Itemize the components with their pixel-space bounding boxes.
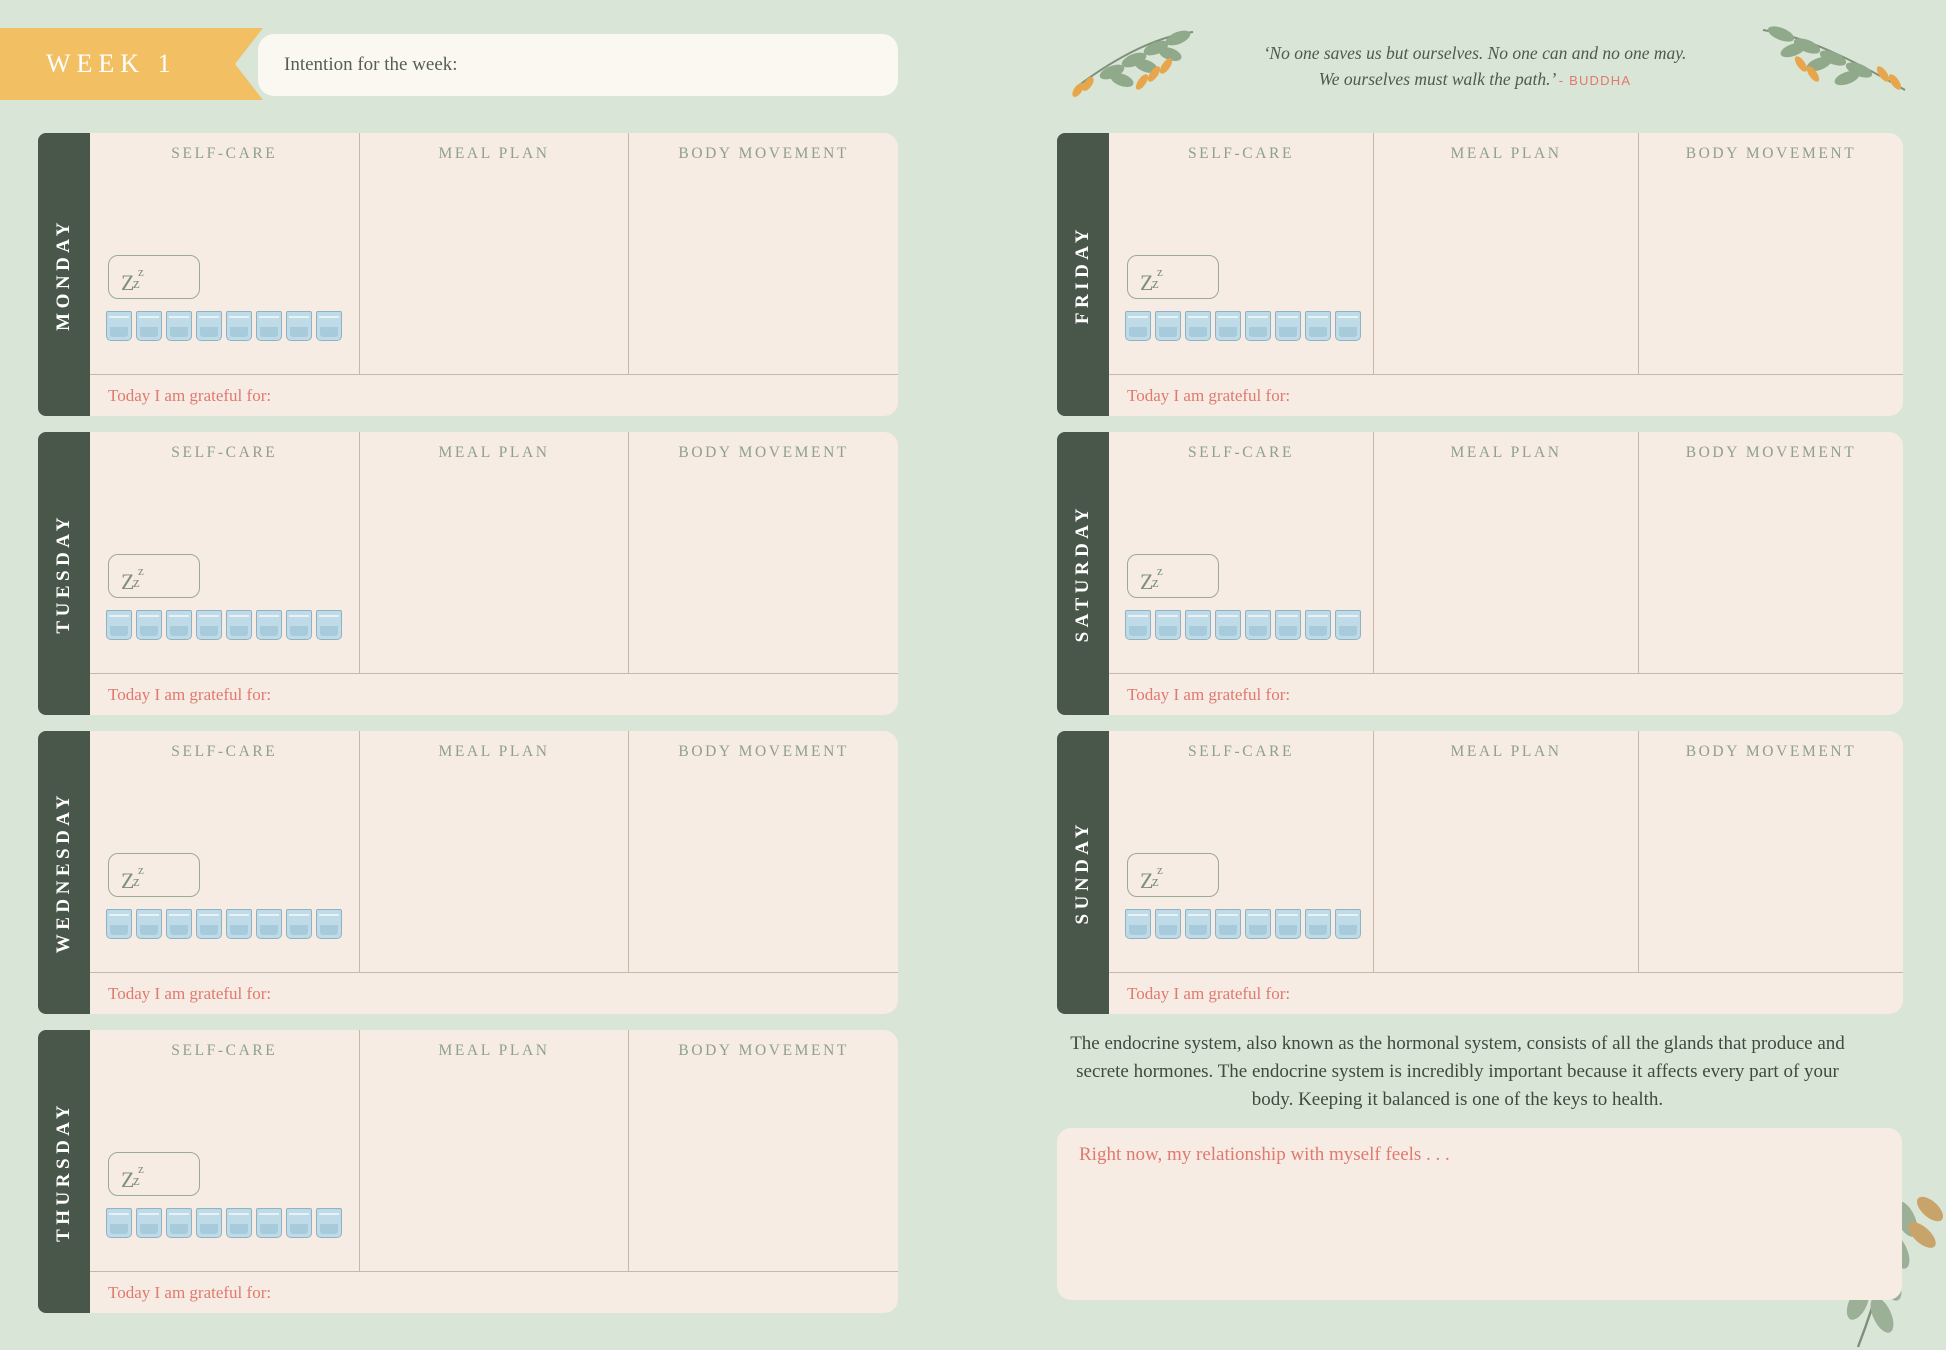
water-glass-icon[interactable] [106,610,132,640]
water-glass-icon[interactable] [316,1208,342,1238]
gratitude-field[interactable] [1109,374,1903,416]
day-card-wednesday [38,731,898,1014]
gratitude-field[interactable] [90,1271,898,1313]
gratitude-label: Today I am grateful for: [108,1282,272,1302]
meal-plan-column[interactable] [1373,432,1638,673]
water-glass-icon[interactable] [1215,909,1241,939]
intention-field[interactable] [258,34,898,96]
water-glass-icon[interactable] [1125,311,1151,341]
column-title-meal-plan: MEAL PLAN [438,444,550,461]
day-card-tuesday [38,432,898,715]
water-glass-icon[interactable] [106,1208,132,1238]
water-glass-icon[interactable] [226,610,252,640]
self-care-column[interactable] [1109,432,1373,673]
water-glass-icon[interactable] [136,311,162,341]
day-label: TUESDAY [53,513,74,634]
water-glass-icon[interactable] [316,610,342,640]
water-glass-icon[interactable] [196,610,222,640]
gratitude-label: Today I am grateful for: [1127,983,1291,1003]
day-body [1109,133,1903,416]
water-glass-icon[interactable] [1275,909,1301,939]
water-glass-icon[interactable] [316,909,342,939]
water-glass-icon[interactable] [1275,610,1301,640]
water-glass-icon[interactable] [1305,311,1331,341]
water-tracker[interactable] [106,311,342,341]
self-care-column[interactable] [90,432,359,673]
column-title-self-care: SELF-CARE [1187,743,1295,760]
gratitude-label: Today I am grateful for: [108,684,272,704]
reflection-prompt: Right now, my relationship with myself feels . . . [1079,1144,1450,1165]
column-title-body-movement: BODY MOVEMENT [678,743,849,760]
water-glass-icon[interactable] [256,1208,282,1238]
water-glass-icon[interactable] [136,1208,162,1238]
info-paragraph: The endocrine system, also known as the hormonal system, consists of all the glands that produce and secrete hormones. The endocrine system is incredibly important because it affects every part of your body. Keeping it balanced is one of the keys to health. [1070,1033,1845,1111]
water-glass-icon[interactable] [316,311,342,341]
water-tracker[interactable] [106,1208,342,1238]
day-tab [38,432,90,715]
water-glass-icon[interactable] [1335,311,1361,341]
leaf-decoration-left-icon [1058,22,1198,100]
meal-plan-column[interactable] [359,133,629,374]
water-glass-icon[interactable] [196,311,222,341]
column-title-body-movement: BODY MOVEMENT [678,1042,849,1059]
week-label: WEEK 1 [46,49,177,78]
sleep-tracker[interactable] [1127,853,1219,897]
sleep-zzz-icon: Z z z [121,264,144,295]
sleep-zzz-icon: Z z z [1140,862,1163,893]
gratitude-field[interactable] [1109,673,1903,715]
body-movement-column[interactable] [628,133,898,374]
sleep-zzz-icon: Z z z [121,862,144,893]
water-glass-icon[interactable] [196,1208,222,1238]
water-glass-icon[interactable] [1275,311,1301,341]
gratitude-field[interactable] [90,374,898,416]
column-title-body-movement: BODY MOVEMENT [678,444,849,461]
body-movement-column[interactable] [628,432,898,673]
body-movement-column[interactable] [1638,432,1903,673]
column-title-meal-plan: MEAL PLAN [1450,743,1562,760]
sleep-zzz-icon: Z z z [1140,563,1163,594]
water-glass-icon[interactable] [1125,610,1151,640]
water-tracker[interactable] [1125,311,1361,341]
column-title-meal-plan: MEAL PLAN [1450,145,1562,162]
sleep-tracker[interactable] [1127,255,1219,299]
gratitude-label: Today I am grateful for: [108,983,272,1003]
water-tracker[interactable] [106,610,342,640]
sleep-tracker[interactable] [1127,554,1219,598]
water-glass-icon[interactable] [1245,311,1271,341]
day-body [90,432,898,715]
column-title-meal-plan: MEAL PLAN [438,1042,550,1059]
quote-author: - BUDDHA [1558,73,1632,89]
meal-plan-column[interactable] [359,731,629,972]
day-label: SATURDAY [1072,504,1093,643]
water-glass-icon[interactable] [1155,610,1181,640]
column-title-self-care: SELF-CARE [171,1042,278,1059]
gratitude-label: Today I am grateful for: [108,385,272,405]
day-label: THURSDAY [53,1101,74,1242]
day-label: SUNDAY [1072,820,1093,925]
gratitude-field[interactable] [90,972,898,1014]
water-glass-icon[interactable] [1125,909,1151,939]
water-glass-icon[interactable] [1185,311,1211,341]
water-glass-icon[interactable] [1185,610,1211,640]
water-glass-icon[interactable] [226,311,252,341]
water-glass-icon[interactable] [226,1208,252,1238]
self-care-column[interactable] [90,133,359,374]
day-body [90,731,898,1014]
day-card-thursday [38,1030,898,1313]
water-glass-icon[interactable] [286,311,312,341]
column-title-meal-plan: MEAL PLAN [438,145,550,162]
water-glass-icon[interactable] [166,610,192,640]
sleep-tracker[interactable] [108,554,200,598]
column-title-self-care: SELF-CARE [171,444,278,461]
water-glass-icon[interactable] [1155,909,1181,939]
gratitude-label: Today I am grateful for: [1127,684,1291,704]
column-title-body-movement: BODY MOVEMENT [1685,743,1857,760]
column-title-self-care: SELF-CARE [171,743,278,760]
water-tracker[interactable] [1125,909,1361,939]
water-glass-icon[interactable] [1305,610,1331,640]
water-glass-icon[interactable] [196,909,222,939]
water-glass-icon[interactable] [136,610,162,640]
day-body [90,1030,898,1313]
reflection-box[interactable] [1057,1128,1902,1300]
water-glass-icon[interactable] [1305,909,1331,939]
water-glass-icon[interactable] [256,909,282,939]
water-glass-icon[interactable] [1215,610,1241,640]
sleep-tracker[interactable] [108,1152,200,1196]
water-glass-icon[interactable] [1215,311,1241,341]
column-title-body-movement: BODY MOVEMENT [1685,444,1857,461]
meal-plan-column[interactable] [359,1030,629,1271]
water-glass-icon[interactable] [1335,909,1361,939]
body-movement-column[interactable] [628,731,898,972]
day-label: FRIDAY [1072,224,1093,325]
body-movement-column[interactable] [1638,133,1903,374]
water-glass-icon[interactable] [1245,909,1271,939]
day-body [1109,432,1903,715]
self-care-column[interactable] [1109,731,1373,972]
week-banner [0,28,235,100]
day-tab [1057,731,1109,1014]
water-glass-icon[interactable] [1245,610,1271,640]
water-glass-icon[interactable] [256,311,282,341]
leaf-decoration-right-icon [1755,18,1915,100]
gratitude-field[interactable] [1109,972,1903,1014]
water-glass-icon[interactable] [286,909,312,939]
day-card-saturday [1057,432,1903,715]
day-label: WEDNESDAY [53,791,74,954]
day-body [90,133,898,416]
meal-plan-column[interactable] [359,432,629,673]
water-glass-icon[interactable] [166,311,192,341]
sleep-zzz-icon: Z z z [121,563,144,594]
water-glass-icon[interactable] [1185,909,1211,939]
water-glass-icon[interactable] [256,610,282,640]
self-care-column[interactable] [90,731,359,972]
water-glass-icon[interactable] [106,909,132,939]
column-title-meal-plan: MEAL PLAN [438,743,550,760]
day-card-friday [1057,133,1903,416]
meal-plan-column[interactable] [1373,133,1638,374]
day-tab [1057,432,1109,715]
day-card-monday [38,133,898,416]
body-movement-column[interactable] [628,1030,898,1271]
day-label: MONDAY [53,218,74,331]
sleep-tracker[interactable] [108,853,200,897]
self-care-column[interactable] [90,1030,359,1271]
water-tracker[interactable] [1125,610,1361,640]
sleep-zzz-icon: Z z z [121,1161,144,1192]
water-glass-icon[interactable] [226,909,252,939]
water-glass-icon[interactable] [106,311,132,341]
meal-plan-column[interactable] [1373,731,1638,972]
water-tracker[interactable] [106,909,342,939]
column-title-self-care: SELF-CARE [1187,145,1295,162]
sleep-tracker[interactable] [108,255,200,299]
column-title-body-movement: BODY MOVEMENT [1685,145,1857,162]
water-glass-icon[interactable] [286,610,312,640]
water-glass-icon[interactable] [136,909,162,939]
water-glass-icon[interactable] [166,909,192,939]
day-body [1109,731,1903,1014]
intention-label: Intention for the week: [284,54,458,75]
water-glass-icon[interactable] [286,1208,312,1238]
day-tab [38,133,90,416]
day-tab [38,731,90,1014]
body-movement-column[interactable] [1638,731,1903,972]
self-care-column[interactable] [1109,133,1373,374]
day-tab [38,1030,90,1313]
day-card-sunday [1057,731,1903,1014]
water-glass-icon[interactable] [1335,610,1361,640]
water-glass-icon[interactable] [1155,311,1181,341]
sleep-zzz-icon: Z z z [1140,264,1163,295]
day-tab [1057,133,1109,416]
gratitude-field[interactable] [90,673,898,715]
quote-text: ‘No one saves us but ourselves. No one can and no one may. We ourselves must walk the path.’ [1263,43,1687,90]
column-title-meal-plan: MEAL PLAN [1450,444,1562,461]
column-title-self-care: SELF-CARE [1187,444,1295,461]
column-title-self-care: SELF-CARE [171,145,278,162]
quote-block [1255,40,1695,93]
column-title-body-movement: BODY MOVEMENT [678,145,849,162]
water-glass-icon[interactable] [166,1208,192,1238]
gratitude-label: Today I am grateful for: [1127,385,1291,405]
